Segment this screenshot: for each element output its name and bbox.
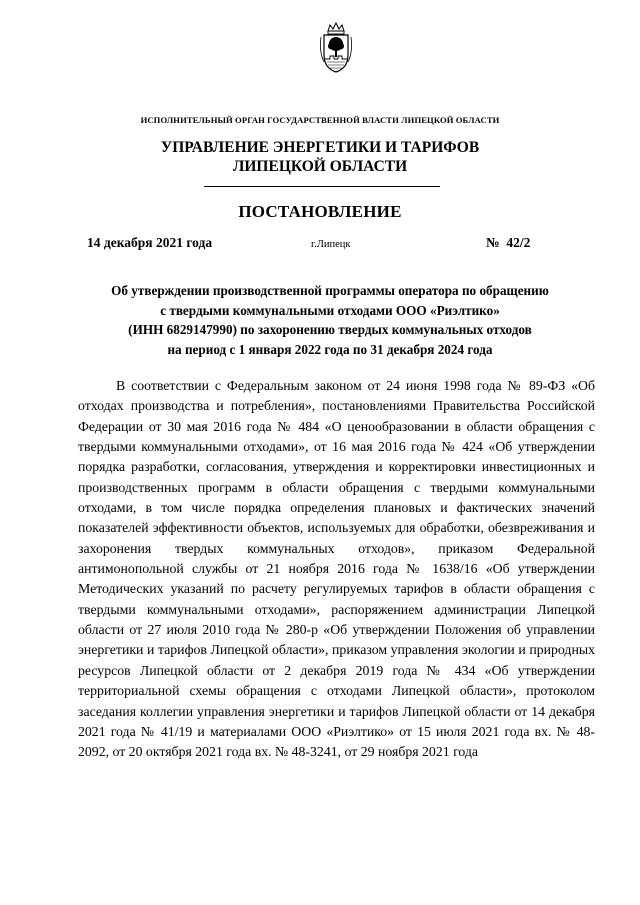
subject-line1: Об утверждении производственной программы оператора по обращению [111,283,549,298]
department-title [0,138,640,176]
department-title-line2: ЛИПЕЦКОЙ ОБЛАСТИ [232,158,408,175]
department-title-line1: УПРАВЛЕНИЕ ЭНЕРГЕТИКИ И ТАРИФОВ [160,139,480,156]
subject-line4: на период с 1 января 2022 года по 31 декабря 2024 года [167,341,493,357]
coat-of-arms-icon [316,22,356,74]
body-paragraph: В соответствии с Федеральным законом от 24 июня 1998 года № 89-ФЗ «Об отходах производства и потребления», постановлениями Правительства Российской Федерации от 30 мая 2016 года № 484 «О ценообразовании в области обращения с твердыми коммунальными отходами», от 16 мая 2016 года № 424 «Об утверждении порядка разработки, согласования, утверждения и корректировки инвестиционных и производственных программ в области обращения с твердыми коммунальными отходами, в том числе порядка определения плановых и фактических значений показателей эффективности объектов, используемых для обработки, обезвреживания и захоронения твердых коммунальных отходов», приказом Федеральной антимонопольной службы от 21 ноября 2016 года № 1638/16 «Об утверждении Методических указаний по расчету регулируемых тарифов в области обращения с твердыми коммунальными отходами», распоряжением администрации Липецкой области от 27 июля 2010 года № 280-р «Об утверждении Положения об управлении энергетики и тарифов Липецкой области», приказом управления экологии и природных ресурсов Липецкой области от 2 декабря 2019 года № 434 «Об утверждении территориальной схемы обращения с отходами Липецкой области», протоколом заседания коллегии управления энергетики и тарифов Липецкой области от 14 декабря 2021 года № 41/19 и материалами ООО «Риэлтико» от 15 июля 2021 года вх. № 48-2092, от 20 октября 2021 года вх. № 48-3241, от 29 ноября 2021 года [78,378,595,760]
document-type: ПОСТАНОВЛЕНИЕ [238,202,402,221]
document-date: 14 декабря 2021 года [87,235,213,250]
document-number: № 42/2 [486,235,531,250]
subject-line3: (ИНН 6829147990) по захоронению твердых коммунальных отходов [128,322,532,337]
document-city: г.Липецк [311,239,351,250]
document-subject [60,281,600,359]
header-divider [204,186,440,187]
authority-name: ИСПОЛНИТЕЛЬНЫЙ ОРГАН ГОСУДАРСТВЕННОЙ ВЛАСТИ ЛИПЕЦКОЙ ОБЛАСТИ [140,115,500,125]
subject-line2: с твердыми коммунальными отходами ООО «Риэлтико» [160,302,500,318]
